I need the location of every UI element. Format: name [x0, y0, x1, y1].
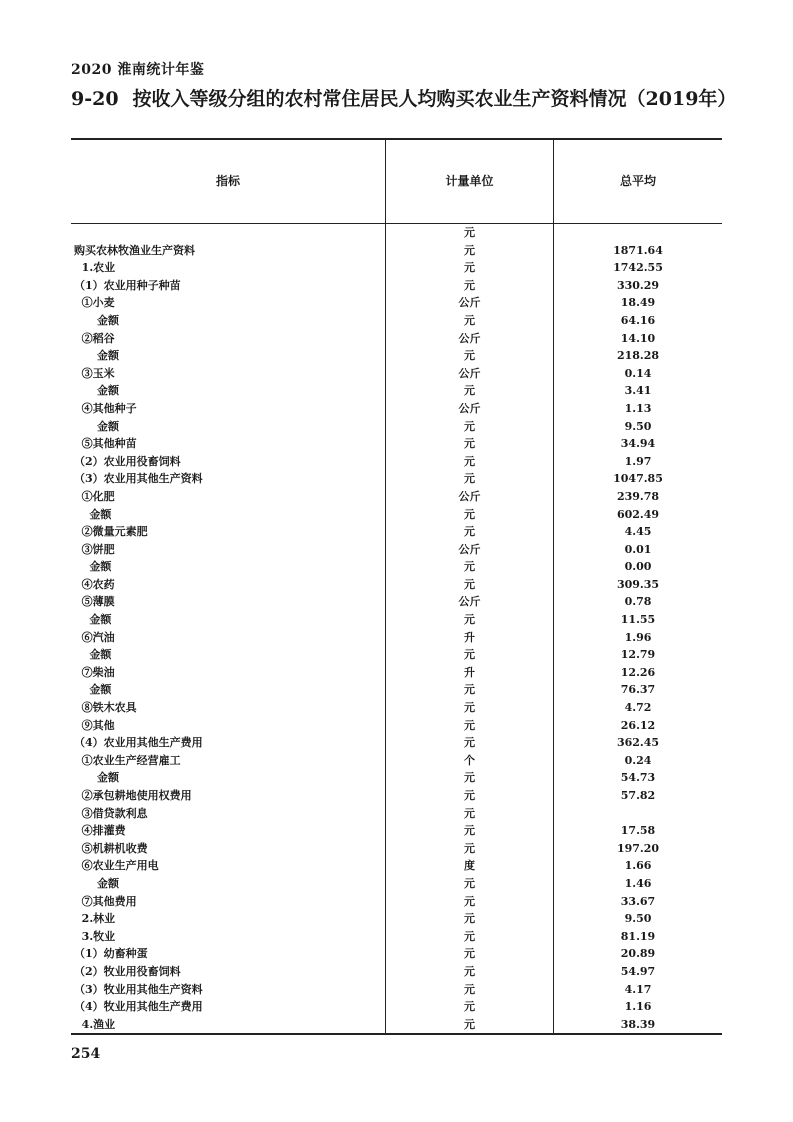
table-row [71, 400, 722, 418]
row-indicator: （1）幼畜种蛋 [74, 947, 148, 961]
row-indicator: ⑦其他费用 [74, 894, 137, 908]
row-unit: 元 [464, 947, 475, 961]
row-indicator: 4.渔业 [74, 1017, 116, 1031]
row-value: 11.55 [620, 613, 656, 627]
table-row [71, 752, 722, 770]
table-row [71, 453, 722, 471]
row-indicator: ①农业生产经营雇工 [74, 753, 181, 767]
row-unit: 公斤 [458, 595, 481, 609]
table-row [71, 224, 722, 242]
row-unit: 元 [464, 560, 475, 574]
page-number: 254 [71, 1046, 101, 1062]
row-value: 1.66 [624, 859, 652, 873]
column-header-unit: 计量单位 [445, 174, 494, 188]
row-unit: 个 [464, 753, 475, 767]
row-value: 9.50 [624, 419, 652, 433]
table-row [71, 259, 722, 277]
row-value: 362.45 [616, 736, 660, 750]
row-indicator: 金额 [74, 384, 119, 398]
table-title-text: 按收入等级分组的农村常住居民人均购买农业生产资料情况（2019年） [132, 88, 737, 110]
table-row [71, 840, 722, 858]
row-value: 197.20 [616, 841, 660, 855]
row-indicator: 金额 [74, 613, 112, 627]
row-indicator: ①小麦 [74, 296, 115, 310]
table-row [71, 277, 722, 295]
row-indicator: ⑦柴油 [74, 665, 115, 679]
table-row [71, 1016, 722, 1034]
row-value: 81.19 [620, 929, 656, 943]
row-indicator: ⑤机耕机收费 [74, 841, 148, 855]
row-unit: 元 [464, 349, 475, 363]
row-indicator: 金额 [74, 313, 119, 327]
table-row [71, 312, 722, 330]
table-row [71, 365, 722, 383]
row-value: 0.00 [624, 560, 652, 574]
table-row [71, 523, 722, 541]
row-unit: 元 [464, 648, 475, 662]
row-value: 0.78 [624, 595, 652, 609]
table-row [71, 611, 722, 629]
row-value: 64.16 [620, 313, 656, 327]
row-indicator: ④农药 [74, 577, 115, 591]
row-indicator: 金额 [74, 349, 119, 363]
row-unit: 元 [464, 577, 475, 591]
row-unit: 元 [464, 701, 475, 715]
row-unit: 元 [464, 683, 475, 697]
row-unit: 元 [464, 437, 475, 451]
table-row [71, 242, 722, 260]
table-row [71, 734, 722, 752]
table-row [71, 769, 722, 787]
table-row [71, 294, 722, 312]
table-row [71, 981, 722, 999]
row-value: 34.94 [620, 437, 656, 451]
row-unit: 公斤 [458, 331, 481, 345]
row-unit: 元 [464, 736, 475, 750]
row-indicator: ①化肥 [74, 489, 115, 503]
row-indicator: （1）农业用种子种苗 [74, 278, 181, 292]
row-unit: 元 [464, 894, 475, 908]
row-value: 14.10 [620, 331, 656, 345]
row-value: 218.28 [616, 349, 660, 363]
row-indicator: 3.牧业 [74, 929, 116, 943]
row-value: 18.49 [620, 296, 656, 310]
row-value: 17.58 [620, 824, 656, 838]
table-row [71, 347, 722, 365]
row-unit: 元 [464, 964, 475, 978]
row-unit: 公斤 [458, 542, 481, 556]
row-indicator: （4）牧业用其他生产费用 [74, 1000, 203, 1014]
table-row [71, 857, 722, 875]
row-indicator: 2.林业 [74, 912, 116, 926]
table-row [71, 435, 722, 453]
table-row [71, 875, 722, 893]
row-indicator: 金额 [74, 507, 112, 521]
row-indicator: （2）牧业用役畜饲料 [74, 964, 181, 978]
row-value: 12.26 [620, 665, 656, 679]
row-value: 54.97 [620, 964, 656, 978]
row-unit: 元 [464, 613, 475, 627]
row-unit: 升 [464, 665, 475, 679]
table-row [71, 382, 722, 400]
row-value: 4.17 [624, 982, 652, 996]
row-value: 1.16 [624, 1000, 652, 1014]
row-indicator: 1.农业 [74, 261, 116, 275]
row-value: 1871.64 [613, 243, 663, 257]
row-indicator: （3）牧业用其他生产资料 [74, 982, 203, 996]
row-indicator: ⑤其他种苗 [74, 437, 137, 451]
row-unit: 元 [464, 982, 475, 996]
row-indicator: 金额 [74, 876, 119, 890]
row-value: 1.46 [624, 876, 652, 890]
row-value: 57.82 [620, 789, 656, 802]
table-body [71, 224, 722, 1033]
row-unit: 元 [464, 384, 475, 398]
table-row [71, 418, 722, 436]
row-indicator: 金额 [74, 560, 112, 574]
row-value: 26.12 [620, 718, 656, 732]
table-row [71, 506, 722, 524]
row-unit: 元 [464, 1000, 475, 1014]
row-value: 33.67 [620, 894, 656, 908]
row-value: 1742.55 [613, 261, 663, 275]
row-value: 9.50 [624, 912, 652, 926]
table-row [71, 646, 722, 664]
row-indicator: ④排灌费 [74, 824, 126, 838]
row-unit: 元 [464, 525, 475, 539]
row-indicator: ③玉米 [74, 366, 115, 380]
row-indicator: 金额 [74, 771, 119, 785]
row-unit: 元 [464, 454, 475, 468]
row-value: 330.29 [616, 278, 660, 292]
row-unit: 元 [464, 419, 475, 433]
table-row [71, 681, 722, 699]
row-unit: 元 [464, 243, 475, 257]
table-number: 9-20 [71, 88, 119, 110]
table-row [71, 910, 722, 928]
row-indicator: ⑥汽油 [74, 630, 115, 644]
row-value: 1.97 [624, 454, 652, 468]
table-row [71, 629, 722, 647]
table-row [71, 717, 722, 735]
row-indicator: 购买农林牧渔业生产资料 [74, 243, 195, 257]
row-value: 0.24 [624, 753, 652, 767]
row-value: 38.39 [620, 1017, 656, 1031]
table-row [71, 945, 722, 963]
row-value: 1047.85 [613, 472, 663, 486]
row-unit: 元 [464, 912, 475, 926]
row-unit: 元 [464, 771, 475, 785]
row-value: 12.79 [620, 648, 656, 662]
row-indicator: ②承包耕地使用权费用 [74, 789, 192, 802]
row-value: 602.49 [616, 507, 660, 521]
table-row [71, 593, 722, 611]
row-value: 4.72 [624, 701, 652, 715]
row-indicator: 金额 [74, 419, 119, 433]
row-indicator: ⑤薄膜 [74, 595, 115, 609]
column-header-average: 总平均 [619, 174, 656, 188]
table-title [71, 84, 736, 111]
table-row [71, 963, 722, 981]
row-unit: 元 [464, 929, 475, 943]
row-unit: 元 [464, 718, 475, 732]
row-indicator: ③借贷款利息 [74, 806, 148, 820]
row-value: 76.37 [620, 683, 656, 697]
row-value: 1.96 [624, 630, 652, 644]
row-unit: 公斤 [458, 366, 481, 380]
row-indicator: （2）农业用役畜饲料 [74, 454, 181, 468]
row-value: 0.14 [624, 366, 652, 380]
table-row [71, 488, 722, 506]
table-row [71, 576, 722, 594]
row-value: 1.13 [624, 401, 652, 415]
row-unit: 升 [464, 630, 475, 644]
row-unit: 公斤 [458, 296, 481, 310]
row-value: 20.89 [620, 947, 656, 961]
table-row [71, 998, 722, 1016]
row-unit: 元 [464, 876, 475, 890]
table-row [71, 928, 722, 946]
table-row [71, 787, 722, 805]
table-row [71, 699, 722, 717]
table-row [71, 805, 722, 823]
book-title: 2020 淮南统计年鉴 [71, 62, 205, 78]
row-value: 4.45 [624, 525, 652, 539]
row-indicator: 金额 [74, 683, 112, 697]
row-value: 309.35 [616, 577, 660, 591]
row-unit: 元 [464, 824, 475, 838]
row-unit: 元 [464, 1017, 475, 1031]
row-unit: 元 [464, 278, 475, 292]
row-unit: 元 [464, 226, 475, 239]
row-indicator: ⑥农业生产用电 [74, 859, 159, 873]
row-unit: 元 [464, 261, 475, 275]
column-header-indicator: 指标 [215, 174, 240, 188]
row-unit: 元 [464, 313, 475, 327]
row-indicator: ④其他种子 [74, 401, 137, 415]
row-value: 54.73 [620, 771, 656, 785]
row-value: 3.41 [624, 384, 652, 398]
table-row [71, 664, 722, 682]
row-indicator: ②微量元素肥 [74, 525, 148, 539]
table-row [71, 893, 722, 911]
table-row [71, 470, 722, 488]
row-unit: 元 [464, 472, 475, 486]
row-indicator: ⑨其他 [74, 718, 115, 732]
row-value: 239.78 [616, 489, 660, 503]
row-indicator: （3）农业用其他生产资料 [74, 472, 203, 486]
table-row [71, 822, 722, 840]
table-row [71, 558, 722, 576]
row-indicator: （4）农业用其他生产费用 [74, 736, 203, 750]
row-unit: 元 [464, 806, 475, 820]
row-indicator: ②稻谷 [74, 331, 115, 345]
row-unit: 公斤 [458, 401, 481, 415]
row-unit: 元 [464, 789, 475, 802]
row-unit: 公斤 [458, 489, 481, 503]
row-unit: 元 [464, 507, 475, 521]
row-indicator: ⑧铁木农具 [74, 701, 137, 715]
table-row [71, 541, 722, 559]
table-row [71, 330, 722, 348]
row-indicator: 金额 [74, 648, 112, 662]
row-unit: 度 [464, 859, 475, 873]
row-unit: 元 [464, 841, 475, 855]
row-indicator: ③饼肥 [74, 542, 115, 556]
row-value: 0.01 [624, 542, 652, 556]
